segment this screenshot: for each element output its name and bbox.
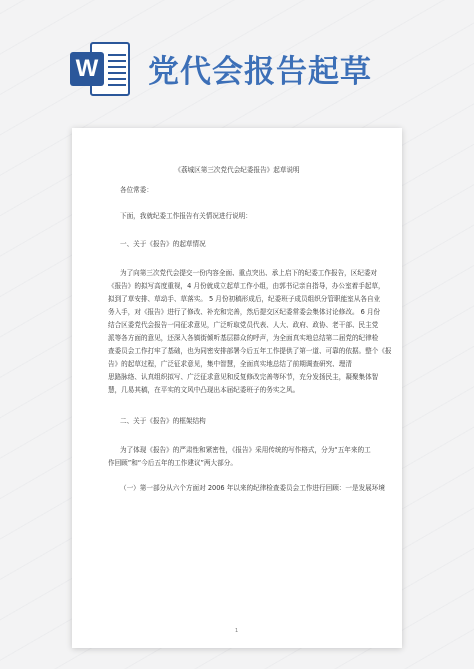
paragraph-line: 《报告》的拟写高度重视，4 月份就成立起草工作小组，由郭书记亲自指导，办公室着手起草， <box>108 282 385 290</box>
page-number: 1 <box>235 628 239 634</box>
intro-paragraph: 下面，我就纪委工作报告有关情况进行说明： <box>120 212 252 220</box>
section-heading-1: 一、关于《报告》的起草情况 <box>120 240 206 248</box>
paragraph-line: 派等各方面的意见，还深入各镇街倾听基层群众的呼声，为全面真实地总结第二届党的纪律检 <box>108 334 379 342</box>
paragraph-line: 告》的起草过程，广泛征求意见，集中智慧，全面真实地总结了前期调查研究、理清 <box>108 360 352 368</box>
word-icon <box>70 40 132 100</box>
paragraph-line: 务入手，对《报告》进行了修改、补充和完善，然后提交区纪委常委会集体讨论修改。 6 月份 <box>108 308 381 316</box>
paragraph-line: 为了向第三次党代会提交一份内容全面、重点突出、承上启下的纪委工作报告，区纪委对 <box>120 269 378 277</box>
paragraph-line: 思路脉络、认真组织拟写、广泛征求意见和反复修改完善等环节，充分发扬民主，凝聚集体智 <box>108 373 379 381</box>
header-banner <box>0 0 474 120</box>
paragraph-line: 为了体现《报告》的严肃性和紧密性，《报告》采用传统的写作格式，分为“五年来的工 <box>120 446 371 454</box>
page-title: 党代会报告起草 <box>148 54 372 90</box>
section-heading-2: 二、关于《报告》的框架结构 <box>120 417 206 425</box>
document-title: 《荔城区第三次党代会纪委报告》起草说明 <box>174 166 300 174</box>
paragraph-line: 作回顾”和“今后五年的工作建议”两大部分。 <box>108 459 237 467</box>
paragraph-line: （一）第一部分从六个方面对 2006 年以来的纪律检查委员会工作进行回顾：一是发展环境 <box>120 484 385 492</box>
paragraph-line: 拟到了草安排、草动手、草落实。 5 月份初稿形成后，纪委班子成员组织分管职能室从各自业 <box>108 295 381 303</box>
paragraph-line: 查委员会工作打牢了基础，也为同密安排部署今后五年工作提供了第一道、可靠的依据。整个《报 <box>108 347 392 355</box>
salutation: 各位常委： <box>120 186 153 194</box>
word-letter-badge: W <box>70 52 104 86</box>
document-page <box>72 128 402 648</box>
paragraph-line: 结合区委党代会报告一同征求意见，广泛听取党员代表、人大、政府、政协、老干部、民主党 <box>108 321 379 329</box>
paragraph-line: 慧，几易其稿，在平实的文风中凸现出本届纪委班子的务实之风。 <box>108 386 300 394</box>
